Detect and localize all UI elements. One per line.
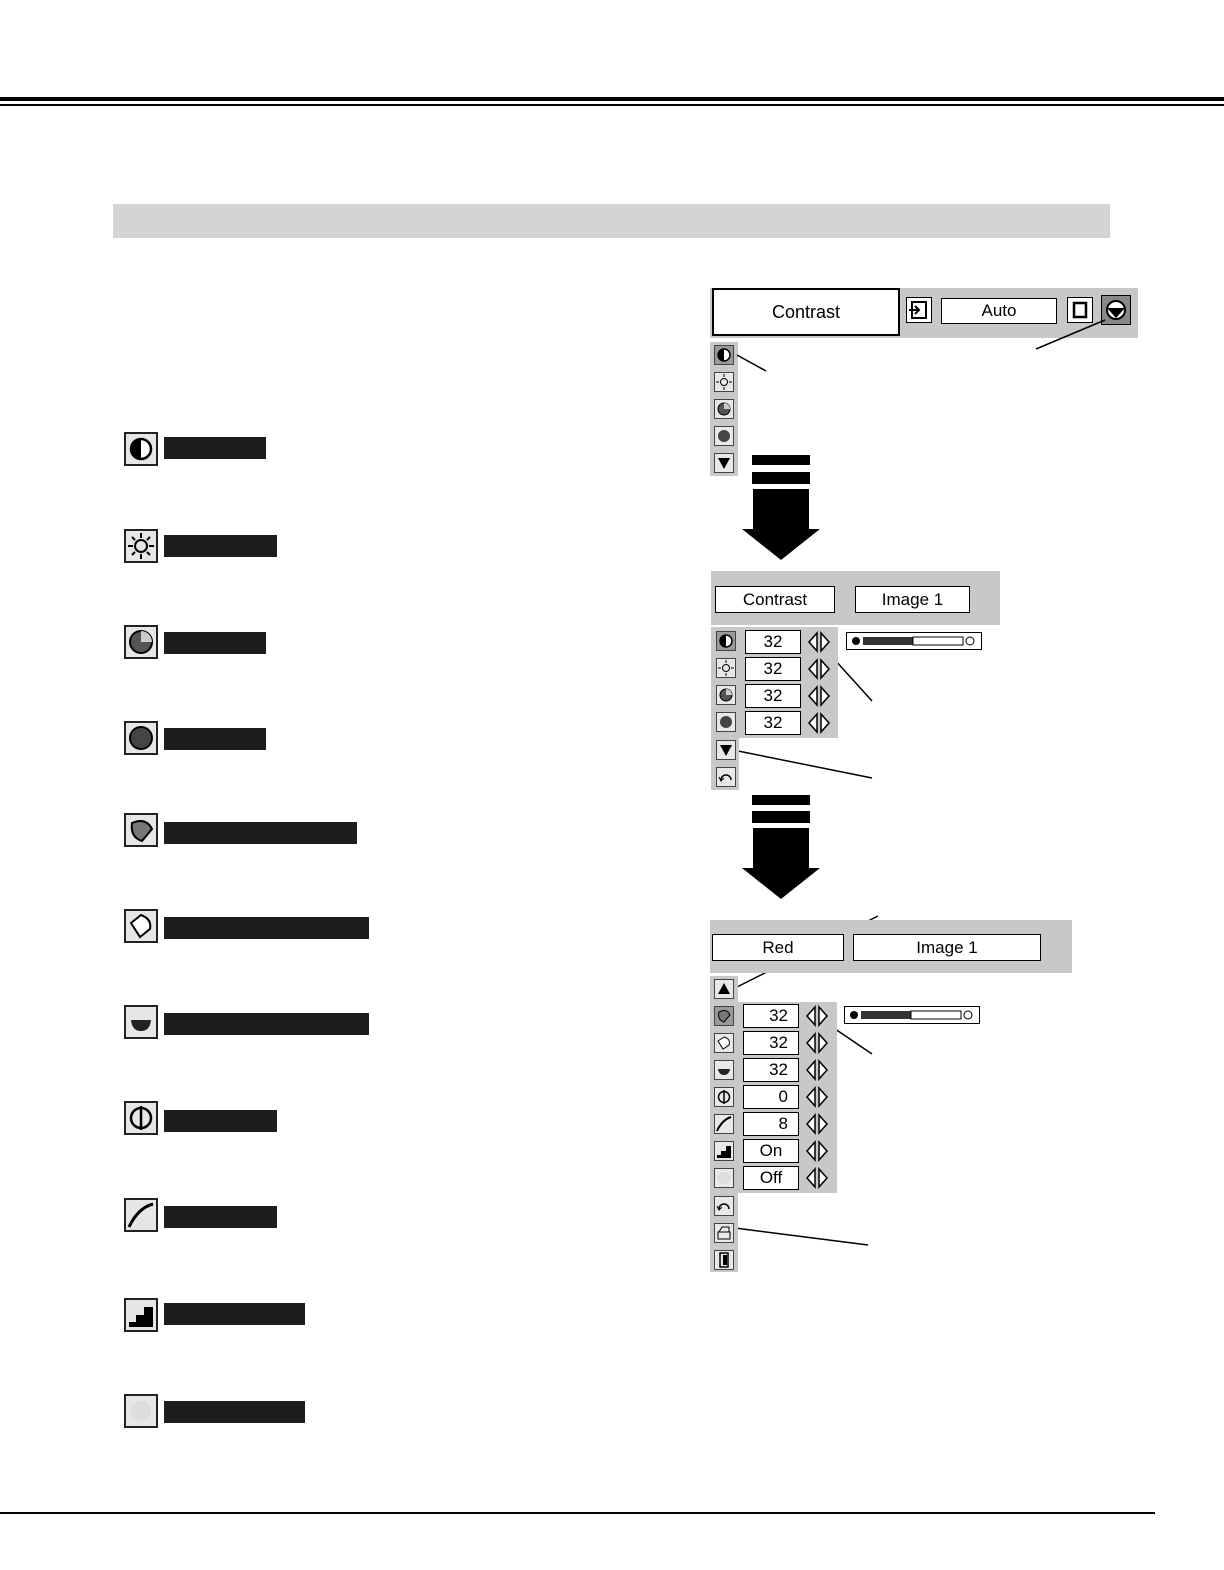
adjust-arrows[interactable]: [804, 1059, 830, 1081]
reset-icon[interactable]: [716, 767, 736, 787]
adjust-arrows[interactable]: [806, 712, 832, 734]
store-icon[interactable]: [714, 1223, 734, 1243]
tint-icon[interactable]: [716, 712, 736, 732]
level-slider[interactable]: [844, 1006, 980, 1024]
adjust-arrows[interactable]: [806, 685, 832, 707]
progressive-icon[interactable]: [714, 1168, 734, 1188]
adjust-arrows[interactable]: [804, 1140, 830, 1162]
progressive-value: Off: [743, 1166, 799, 1190]
adjust-arrows[interactable]: [804, 1113, 830, 1135]
white-balance-green-icon[interactable]: [714, 1033, 734, 1053]
adjust-arrows[interactable]: [806, 631, 832, 653]
white-balance-red-icon[interactable]: [714, 1006, 734, 1026]
color-icon[interactable]: [716, 685, 736, 705]
adjust-arrows[interactable]: [804, 1086, 830, 1108]
down-arrow: [740, 489, 822, 561]
noise-reduction-value: On: [743, 1139, 799, 1163]
brightness-icon[interactable]: [716, 658, 736, 678]
image-mode-box[interactable]: Image 1: [853, 934, 1041, 961]
item-label-box: Contrast: [715, 586, 835, 613]
item-label-box: Contrast: [712, 288, 900, 336]
arrow-stripe: [752, 455, 810, 465]
adjust-arrows[interactable]: [804, 1167, 830, 1189]
mode-select[interactable]: Auto: [941, 298, 1057, 324]
gamma-icon[interactable]: [714, 1114, 734, 1134]
sharpness-value: 0: [743, 1085, 799, 1109]
color-value: 32: [745, 684, 801, 708]
red-value: 32: [743, 1004, 799, 1028]
contrast-value: 32: [745, 630, 801, 654]
blue-value: 32: [743, 1058, 799, 1082]
reset-icon[interactable]: [714, 1196, 734, 1216]
image-mode-box[interactable]: Image 1: [855, 586, 970, 613]
tint-value: 32: [745, 711, 801, 735]
noise-reduction-icon[interactable]: [714, 1141, 734, 1161]
item-label-box: Red: [712, 934, 844, 961]
down-arrow: [740, 828, 822, 900]
adjust-arrows[interactable]: [806, 658, 832, 680]
white-balance-blue-icon[interactable]: [714, 1060, 734, 1080]
sharpness-icon[interactable]: [714, 1087, 734, 1107]
arrow-stripe: [752, 795, 810, 805]
adjust-arrows[interactable]: [804, 1005, 830, 1027]
level-slider[interactable]: [846, 632, 982, 650]
quit-icon[interactable]: [714, 1250, 734, 1270]
arrow-stripe: [752, 811, 810, 823]
scroll-down-icon[interactable]: [716, 740, 736, 760]
scroll-up-icon[interactable]: [714, 979, 734, 999]
arrow-stripe: [752, 472, 810, 484]
gamma-value: 8: [743, 1112, 799, 1136]
contrast-icon[interactable]: [716, 631, 736, 651]
brightness-value: 32: [745, 657, 801, 681]
green-value: 32: [743, 1031, 799, 1055]
adjust-arrows[interactable]: [804, 1032, 830, 1054]
